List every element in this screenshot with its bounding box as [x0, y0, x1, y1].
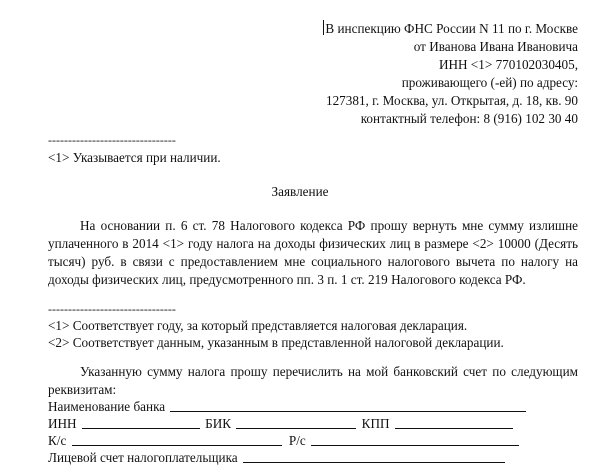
ks-field[interactable]: [72, 432, 282, 446]
footnote-separator-1: --------------------------------: [48, 133, 176, 147]
addressee-line-residence: проживающего (-ей) по адресу:: [401, 75, 578, 90]
rs-label: Р/с: [288, 433, 306, 448]
request-paragraph: Указанную сумму налога прошу перечислить на мой банковский счет по следующим реквизитам:: [48, 364, 578, 397]
addressee-line-inn: ИНН <1> 770102030405,: [438, 57, 578, 72]
bik-field[interactable]: [236, 415, 356, 429]
body-paragraph: На основании п. 6 ст. 78 Налогового кодекса РФ прошу вернуть мне сумму излишне уплаченного в 2014 <1> году налога на доходы физических лиц в размере <2> 10000 (Десять тысяч) руб. в связи с предоставлением мне социального налогового вычета по налогу на доходы физических лиц, предусмотренного пп. 3 п. 1 ст. 219 Налогового кодекса РФ.: [48, 218, 578, 287]
inn-bik-kpp-row: [48, 415, 513, 433]
footnote-year: <1> Соответствует году, за который представляется налоговая декларация.: [48, 318, 468, 333]
bank-name-row: [48, 398, 526, 416]
footnote-1: <1> Указывается при наличии.: [48, 150, 221, 165]
inn-label: ИНН: [48, 416, 77, 431]
personal-account-label: Лицевой счет налогоплательщика: [48, 450, 238, 465]
ks-rs-row: [48, 432, 519, 450]
bank-name-field[interactable]: [170, 398, 526, 412]
addressee-inspection-text: В инспекцию ФНС России N 11 по г. Москве: [325, 21, 578, 36]
kpp-field[interactable]: [395, 415, 513, 429]
personal-account-row: [48, 449, 505, 467]
ks-label: К/с: [48, 433, 67, 448]
rs-field[interactable]: [311, 432, 519, 446]
bank-name-label: Наименование банка: [48, 399, 166, 414]
footnote-amount: <2> Соответствует данным, указанным в представленной налоговой декларации.: [48, 335, 504, 350]
addressee-line-inspection: [323, 20, 578, 38]
kpp-label: КПП: [361, 416, 390, 431]
footnote-separator-2: --------------------------------: [48, 302, 176, 316]
addressee-line-from: от Иванова Ивана Ивановича: [413, 39, 578, 54]
bik-label: БИК: [205, 416, 232, 431]
inn-field[interactable]: [82, 415, 200, 429]
addressee-line-address: 127381, г. Москва, ул. Открытая, д. 18, кв. 90: [325, 93, 578, 108]
addressee-line-phone: контактный телефон: 8 (916) 102 30 40: [360, 111, 578, 126]
document-title: Заявление: [271, 184, 329, 199]
personal-account-field[interactable]: [243, 449, 505, 463]
